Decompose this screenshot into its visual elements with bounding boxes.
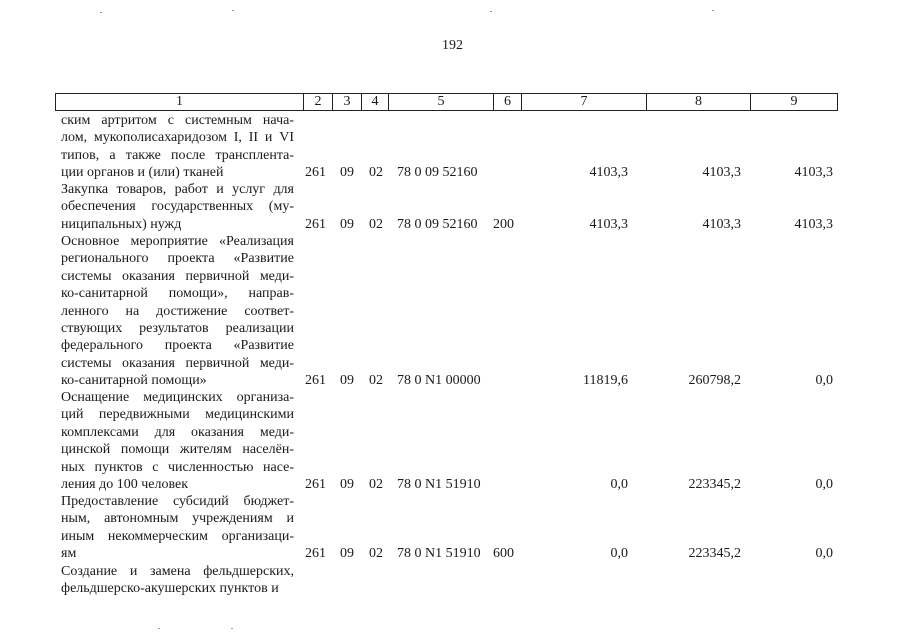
cell-amount-col8: 4103,3 <box>702 165 741 181</box>
description-line: ций передвижными медицинскими <box>61 407 294 423</box>
description-line: ям <box>61 546 77 562</box>
description-line: регионального проекта «Развитие <box>61 251 294 267</box>
cell-amount-col8: 260798,2 <box>688 373 741 389</box>
cell-pr: 02 <box>369 477 383 492</box>
cell-gr: 261 <box>305 546 326 562</box>
cell-rz: 09 <box>340 165 354 181</box>
description-line: фельдшерско-акушерских пунктов и <box>61 581 279 597</box>
cell-gr: 261 <box>305 477 326 492</box>
cell-amount-col7: 0,0 <box>610 546 628 562</box>
cell-amount-col9: 0,0 <box>815 373 833 389</box>
header-col-8: 8 <box>646 94 750 110</box>
cell-pr: 02 <box>369 165 383 181</box>
cell-amount-col7: 0,0 <box>610 477 628 492</box>
header-col-4: 4 <box>361 94 388 110</box>
cell-cs: 78 0 N1 51910 <box>397 477 481 492</box>
row-description <box>61 563 294 598</box>
description-line: обеспечения государственных (му- <box>61 199 294 215</box>
cell-amount-col9: 0,0 <box>815 546 833 562</box>
scan-speck <box>232 10 234 11</box>
description-line: ским артритом с системным нача- <box>61 113 294 128</box>
cell-cs: 78 0 09 52160 <box>397 216 478 232</box>
cell-rz: 09 <box>340 373 354 389</box>
row-description <box>61 233 294 390</box>
cell-cs: 78 0 N1 00000 <box>397 373 481 389</box>
cell-amount-col7: 11819,6 <box>583 373 628 389</box>
cell-gr: 261 <box>305 373 326 389</box>
page-number: 192 <box>442 38 463 53</box>
scan-speck <box>100 12 102 13</box>
cell-gr: 261 <box>305 165 326 181</box>
header-col-7: 7 <box>521 94 646 110</box>
description-line: иным некоммерческим организаци- <box>61 528 294 544</box>
header-col-2: 2 <box>303 94 332 110</box>
description-line: федерального проекта «Развитие <box>61 338 294 354</box>
row-description <box>61 389 294 493</box>
description-line: Создание и замена фельдшерских, <box>61 564 294 579</box>
cell-amount-col7: 4103,3 <box>589 216 628 232</box>
header-col-5: 5 <box>388 94 493 110</box>
description-line: Предоставление субсидий бюджет- <box>61 494 294 509</box>
row-description <box>61 181 294 233</box>
row-description <box>61 112 294 182</box>
description-line: ления до 100 человек <box>61 477 189 493</box>
scan-speck <box>490 11 492 12</box>
description-line: ных пунктов с численностью насе- <box>61 459 294 475</box>
cell-amount-col7: 4103,3 <box>589 165 628 181</box>
cell-amount-col9: 4103,3 <box>794 165 833 181</box>
description-line: ции органов и (или) тканей <box>61 165 224 181</box>
description-line: Закупка товаров, работ и услуг для <box>61 182 294 197</box>
cell-pr: 02 <box>369 373 383 389</box>
scan-speck <box>231 628 233 629</box>
cell-rz: 09 <box>340 216 354 232</box>
cell-amount-col8: 223345,2 <box>688 546 741 562</box>
header-col-1: 1 <box>176 94 183 109</box>
cell-vr: 200 <box>493 216 514 232</box>
cell-cs: 78 0 N1 51910 <box>397 546 481 562</box>
cell-rz: 09 <box>340 546 354 562</box>
scan-speck <box>158 628 160 629</box>
table-header-row <box>55 93 838 111</box>
cell-amount-col9: 4103,3 <box>794 216 833 232</box>
description-line: системы оказания первичной меди- <box>61 355 294 371</box>
cell-amount-col9: 0,0 <box>815 477 833 492</box>
cell-pr: 02 <box>369 216 383 232</box>
description-line: ко-санитарной помощи», направ- <box>61 286 294 302</box>
cell-vr: 600 <box>493 546 514 562</box>
cell-cs: 78 0 09 52160 <box>397 165 478 181</box>
description-line: цинской помощи жителям населён- <box>61 442 294 458</box>
description-line: ленного на достижение соответ- <box>61 303 294 319</box>
cell-gr: 261 <box>305 216 326 232</box>
description-line: ным, автономным учреждениям и <box>61 511 294 527</box>
cell-pr: 02 <box>369 546 383 562</box>
header-col-6: 6 <box>493 94 521 110</box>
description-line: Оснащение медицинских организа- <box>61 390 294 405</box>
description-line: комплексами для оказания меди- <box>61 424 294 440</box>
cell-rz: 09 <box>340 477 354 492</box>
description-line: ниципальных) нужд <box>61 216 182 232</box>
cell-amount-col8: 4103,3 <box>702 216 741 232</box>
cell-amount-col8: 223345,2 <box>688 477 741 492</box>
description-line: системы оказания первичной меди- <box>61 268 294 284</box>
description-line: ствующих результатов реализации <box>61 321 294 337</box>
header-col-9: 9 <box>750 94 837 110</box>
description-line: лом, мукополисахаридозом I, II и VI <box>61 130 294 146</box>
description-line: Основное мероприятие «Реализация <box>61 234 294 249</box>
description-line: ко-санитарной помощи» <box>61 373 207 389</box>
description-line: типов, а также после трансплента- <box>61 147 294 163</box>
row-description <box>61 493 294 563</box>
header-col-3: 3 <box>332 94 361 110</box>
scan-speck <box>712 10 714 11</box>
